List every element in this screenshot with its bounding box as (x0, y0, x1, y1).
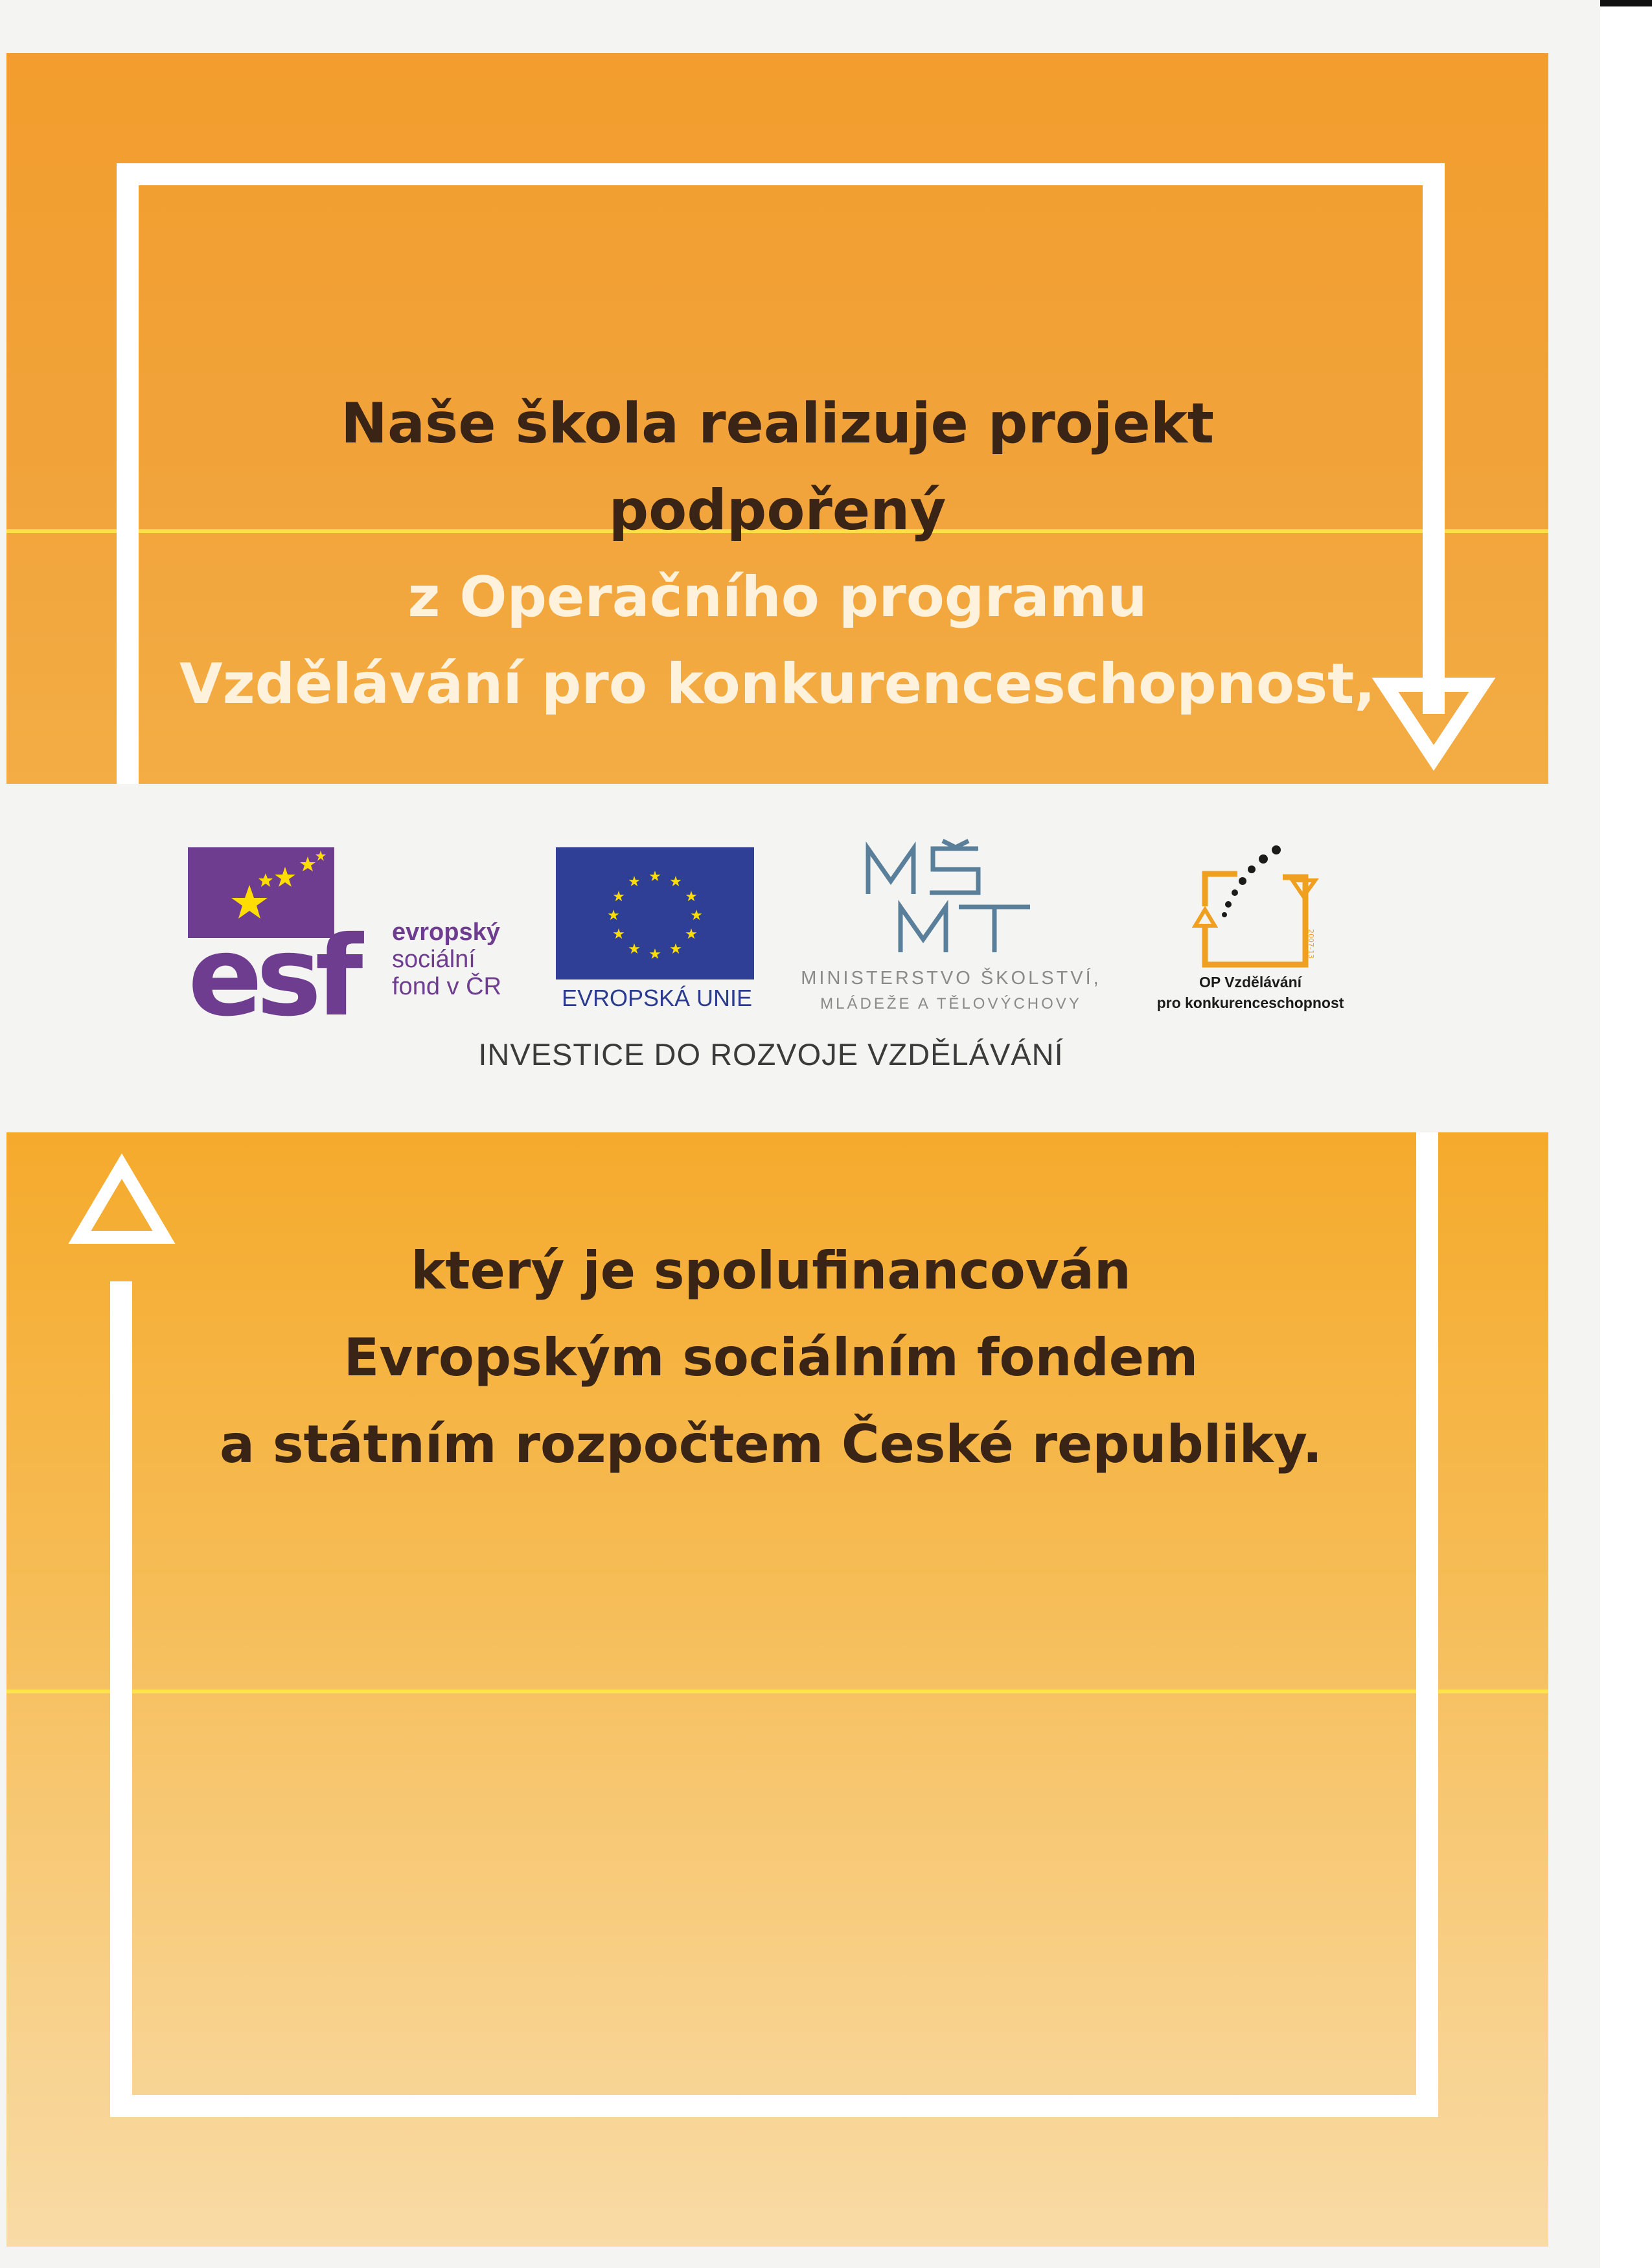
eu-flag-icon (556, 847, 754, 979)
svg-text:★: ★ (612, 889, 625, 905)
bottom-heading-line2: Evropským sociálním fondem (343, 1327, 1199, 1388)
svg-text:★: ★ (669, 941, 682, 957)
top-heading-line2: podpořený (608, 478, 946, 543)
msmt-logo (862, 842, 1037, 959)
svg-text:★: ★ (612, 926, 625, 943)
svg-text:★: ★ (685, 926, 698, 943)
svg-text:★: ★ (669, 874, 682, 890)
bottom-heading-line3: a státním rozpočtem České republiky. (219, 1414, 1323, 1474)
msmt-caption (770, 965, 1132, 1017)
svg-text:★: ★ (648, 946, 661, 963)
page-edge (1600, 0, 1652, 2268)
eu-caption: EVROPSKÁ UNIE (561, 985, 753, 1011)
bottom-heading-line1: který je spolufinancován (411, 1241, 1131, 1301)
svg-text:★: ★ (607, 908, 620, 924)
op-years: 2007-13 (1307, 929, 1315, 959)
bottom-heading (0, 1228, 1542, 1488)
esf-caption-line1: evropský (392, 919, 500, 946)
esf-logo (188, 847, 357, 1041)
op-caption-line1: OP Vzdělávání (1199, 974, 1302, 991)
svg-text:★: ★ (628, 941, 641, 957)
frame-top-rail (117, 163, 1445, 185)
logo-strip (0, 836, 1548, 1095)
svg-text:★: ★ (648, 869, 661, 885)
esf-caption-line2: sociální (392, 946, 476, 973)
svg-text:★: ★ (690, 908, 703, 924)
svg-text:★: ★ (628, 874, 641, 890)
op-logo (1186, 845, 1325, 971)
svg-text:esf: esf (188, 913, 357, 1041)
svg-text:★: ★ (685, 889, 698, 905)
corner-mark (1600, 0, 1652, 6)
esf-caption-line3: fond v ČR (392, 973, 501, 1000)
op-caption (1114, 972, 1386, 1013)
tagline: INVESTICE DO ROZVOJE VZDĚLÁVÁNÍ (478, 1037, 1064, 1071)
msmt-caption-line1: MINISTERSTVO ŠKOLSTVÍ, (801, 968, 1101, 989)
esf-caption (392, 919, 501, 1000)
op-caption-line2: pro konkurenceschopnost (1156, 994, 1344, 1011)
top-heading-line3: z Operačního programu (407, 565, 1147, 630)
frame-bottom-rail (110, 2095, 1420, 2117)
top-heading (6, 380, 1548, 727)
top-heading-line1: Naše škola realizuje projekt (341, 391, 1214, 456)
light-streak (6, 1690, 1548, 1693)
top-heading-line4: Vzdělávání pro konkurenceschopnost, (179, 652, 1375, 716)
msmt-caption-line2: MLÁDEŽE A TĚLOVÝCHOVY (820, 995, 1082, 1013)
top-panel (6, 53, 1548, 784)
